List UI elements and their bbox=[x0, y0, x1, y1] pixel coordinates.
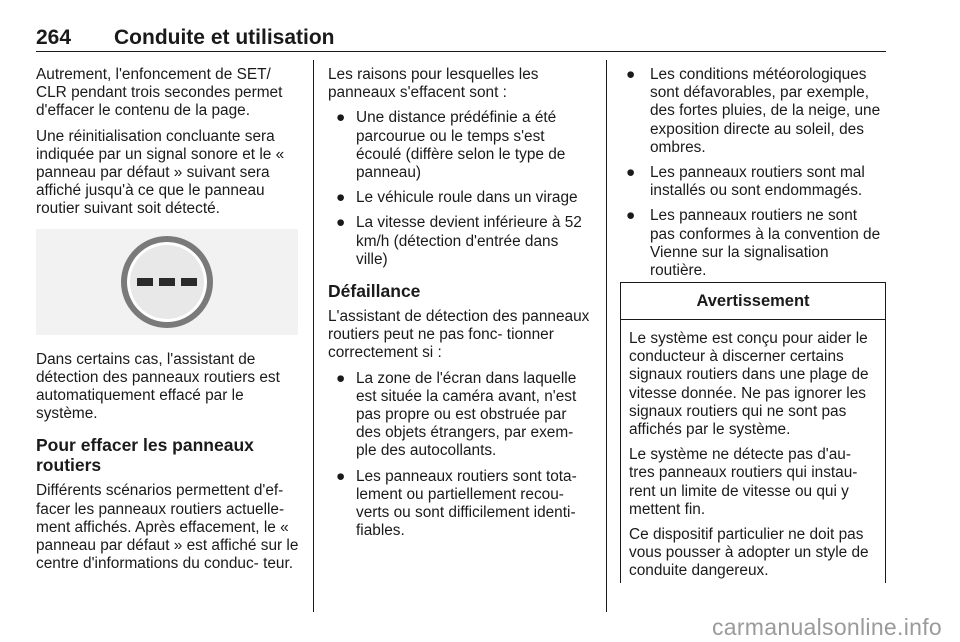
bullet-icon: ● bbox=[336, 189, 346, 207]
warning-title: Avertissement bbox=[621, 283, 885, 320]
paragraph-set-clr: Autrement, l'enfoncement de SET/ CLR pendant trois secondes permet d'effacer le contenu de la page. bbox=[36, 66, 283, 120]
warning-body bbox=[621, 320, 885, 581]
list-item: ● Les panneaux routiers sont tota- lement ou partiellement recou- verts ou sont difficilement identi- fiables. bbox=[336, 467, 577, 540]
default-road-sign-icon bbox=[117, 232, 217, 332]
column-3 bbox=[620, 66, 886, 287]
header-divider bbox=[36, 51, 886, 52]
list-item: ● La zone de l'écran dans laquelle est située la caméra avant, n'est pas propre ou est obstruée par des objets étrangers, par exem- ple des autocollants. bbox=[336, 369, 577, 460]
paragraph-reasons-intro: Les raisons pour lesquelles les panneaux s'effacent sont : bbox=[328, 66, 539, 102]
section-heading-failure: Défaillance bbox=[328, 281, 421, 302]
bullet-icon: ● bbox=[626, 164, 636, 182]
paragraph-scenarios: Différents scénarios permettent d'ef- facer les panneaux routiers actuelle- ment affichés. Après effacement, le « panneau par défaut » est affiché sur le centre d'informations du conduc- teur. bbox=[36, 482, 299, 573]
list-item: ● Les panneaux routiers ne sont pas conformes à la convention de Vienne sur la signalisation routière. bbox=[626, 207, 881, 280]
paragraph-reset: Une réinitialisation concluante sera indiquée par un signal sonore et le « panneau par défaut » suivant sera affiché jusqu'à ce que le panneau routier suivant soit détecté. bbox=[36, 127, 285, 218]
section-heading-clear-signs: Pour effacer les panneaux routiers bbox=[36, 435, 254, 476]
bullet-icon: ● bbox=[626, 207, 636, 225]
list-item: ● La vitesse devient inférieure à 52 km/h (détection d'entrée dans ville) bbox=[336, 214, 582, 268]
page-title: Conduite et utilisation bbox=[114, 26, 335, 49]
warning-paragraph: Le système ne détecte pas d'au- tres panneaux routiers qui instau- rent un limite de vitesse ou qui y mettent fin. bbox=[629, 446, 858, 518]
reasons-list bbox=[328, 109, 594, 269]
warning-box bbox=[620, 282, 886, 583]
bullet-icon: ● bbox=[336, 467, 346, 485]
paragraph-failure-intro: L'assistant de détection des panneaux routiers peut ne pas fonc- tionner correctement si : bbox=[328, 308, 590, 362]
page-number: 264 bbox=[36, 26, 72, 49]
list-item: ● Une distance prédéfinie a été parcourue ou le temps s'est écoulé (diffère selon le type de panneau) bbox=[336, 109, 566, 182]
column-2 bbox=[328, 66, 594, 547]
bullet-icon: ● bbox=[626, 66, 636, 83]
watermark: carmanualsonline.info bbox=[711, 614, 942, 640]
default-sign-illustration bbox=[36, 229, 298, 335]
page-header bbox=[36, 26, 886, 52]
paragraph-auto-clear: Dans certains cas, l'assistant de détection des panneaux routiers est automatiquement effacé par le système. bbox=[36, 350, 280, 423]
list-item: ● Les conditions météorologiques sont défavorables, par exemple, des fortes pluies, de la neige, une exposition directe au soleil, des ombres. bbox=[626, 66, 881, 156]
list-item: ● Le véhicule roule dans un virage bbox=[336, 189, 578, 207]
list-item: ● Les panneaux routiers sont mal installés ou sont endommagés. bbox=[626, 164, 865, 200]
column-divider-1 bbox=[313, 60, 314, 612]
column-divider-2 bbox=[606, 60, 607, 612]
failure-list-continued bbox=[620, 66, 886, 280]
warning-paragraph: Ce dispositif particulier ne doit pas vous pousser à adopter un style de conduite dangereux. bbox=[629, 526, 869, 580]
warning-paragraph: Le système est conçu pour aider le conducteur à discerner certains signaux routiers dans une plage de vitesse donnée. Ne pas ignorer les signaux routiers qui ne sont pas affichés par le système. bbox=[629, 330, 869, 439]
bullet-icon: ● bbox=[336, 214, 346, 232]
bullet-icon: ● bbox=[336, 109, 346, 127]
bullet-icon: ● bbox=[336, 369, 346, 387]
column-1 bbox=[36, 66, 302, 580]
failure-list bbox=[328, 370, 594, 541]
